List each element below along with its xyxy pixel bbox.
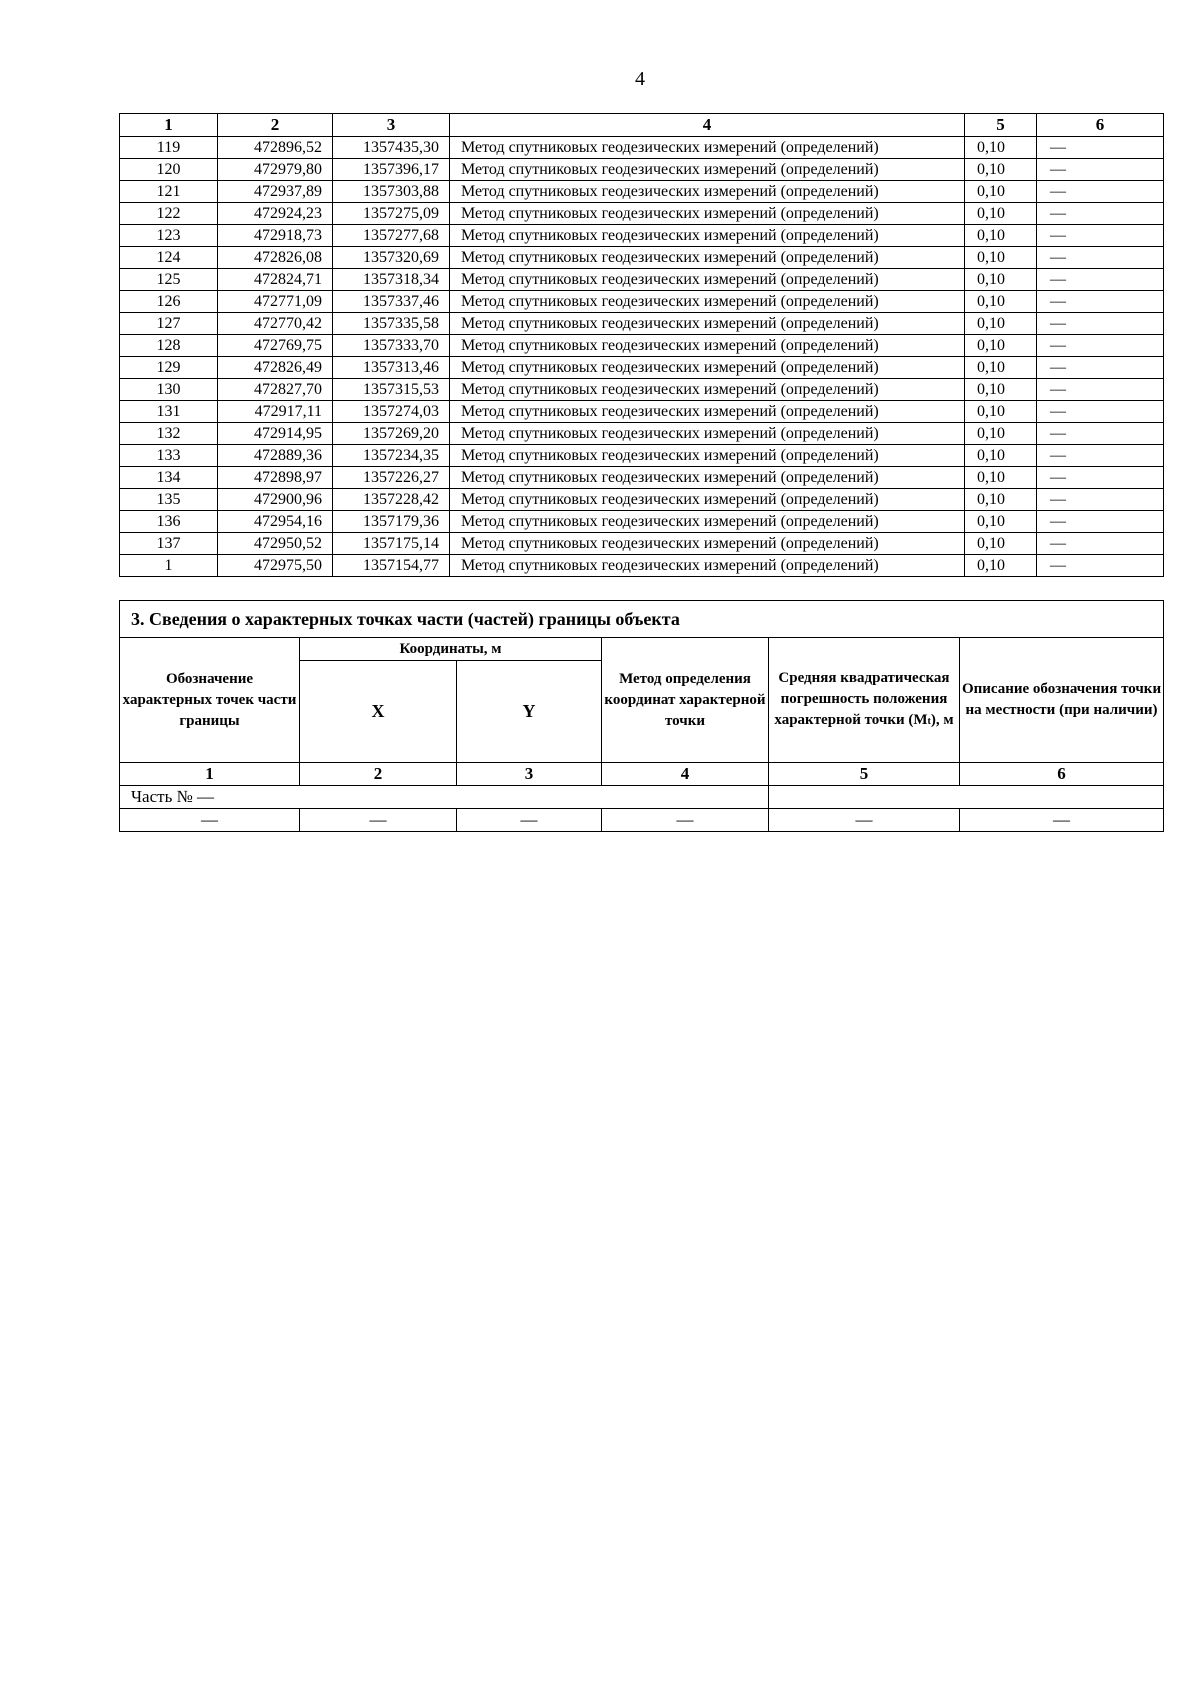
table-row xyxy=(120,291,1164,313)
y-coordinate-cell: 1357337,46 xyxy=(333,291,450,313)
table-row xyxy=(120,533,1164,555)
point-number-cell: 137 xyxy=(120,533,218,555)
dash-cell: — xyxy=(300,809,457,832)
method-cell: Метод спутниковых геодезических измерений (определений) xyxy=(450,401,965,423)
coordinates-table xyxy=(119,113,1164,577)
method-cell: Метод спутниковых геодезических измерений (определений) xyxy=(450,555,965,577)
point-number-cell: 130 xyxy=(120,379,218,401)
y-coordinate-cell: 1357154,77 xyxy=(333,555,450,577)
method-cell: Метод спутниковых геодезических измерений (определений) xyxy=(450,379,965,401)
header-description: Описание обозначения точки на местности (при наличии) xyxy=(960,638,1164,763)
y-coordinate-cell: 1357313,46 xyxy=(333,357,450,379)
description-cell: — xyxy=(1037,467,1164,489)
description-cell: — xyxy=(1037,313,1164,335)
method-cell: Метод спутниковых геодезических измерений (определений) xyxy=(450,533,965,555)
point-number-cell: 126 xyxy=(120,291,218,313)
method-cell: Метод спутниковых геодезических измерений (определений) xyxy=(450,357,965,379)
x-coordinate-cell: 472979,80 xyxy=(218,159,333,181)
y-coordinate-cell: 1357335,58 xyxy=(333,313,450,335)
column-header: 3 xyxy=(333,114,450,137)
method-cell: Метод спутниковых геодезических измерений (определений) xyxy=(450,423,965,445)
dash-cell: — xyxy=(960,809,1164,832)
point-number-cell: 121 xyxy=(120,181,218,203)
y-coordinate-cell: 1357303,88 xyxy=(333,181,450,203)
accuracy-cell: 0,10 xyxy=(965,489,1037,511)
description-cell: — xyxy=(1037,511,1164,533)
page-number: 4 xyxy=(635,68,645,90)
table-row xyxy=(120,423,1164,445)
x-coordinate-cell: 472896,52 xyxy=(218,137,333,159)
x-coordinate-cell: 472954,16 xyxy=(218,511,333,533)
column-header: 6 xyxy=(1037,114,1164,137)
description-cell: — xyxy=(1037,247,1164,269)
method-cell: Метод спутниковых геодезических измерений (определений) xyxy=(450,291,965,313)
accuracy-cell: 0,10 xyxy=(965,533,1037,555)
description-cell: — xyxy=(1037,291,1164,313)
description-cell: — xyxy=(1037,137,1164,159)
point-number-cell: 128 xyxy=(120,335,218,357)
y-coordinate-cell: 1357315,53 xyxy=(333,379,450,401)
method-cell: Метод спутниковых геодезических измерений (определений) xyxy=(450,247,965,269)
description-cell: — xyxy=(1037,181,1164,203)
table-row xyxy=(120,313,1164,335)
table-row xyxy=(120,555,1164,577)
table-row xyxy=(120,467,1164,489)
y-coordinate-cell: 1357275,09 xyxy=(333,203,450,225)
accuracy-cell: 0,10 xyxy=(965,291,1037,313)
description-cell: — xyxy=(1037,533,1164,555)
y-coordinate-cell: 1357274,03 xyxy=(333,401,450,423)
point-number-cell: 136 xyxy=(120,511,218,533)
description-cell: — xyxy=(1037,401,1164,423)
point-number-cell: 132 xyxy=(120,423,218,445)
method-cell: Метод спутниковых геодезических измерений (определений) xyxy=(450,335,965,357)
y-coordinate-cell: 1357333,70 xyxy=(333,335,450,357)
method-cell: Метод спутниковых геодезических измерений (определений) xyxy=(450,225,965,247)
point-number-cell: 122 xyxy=(120,203,218,225)
table-row xyxy=(120,137,1164,159)
part-label: Часть № — xyxy=(120,786,769,809)
table-row xyxy=(120,357,1164,379)
point-number-cell: 120 xyxy=(120,159,218,181)
x-coordinate-cell: 472937,89 xyxy=(218,181,333,203)
point-number-cell: 135 xyxy=(120,489,218,511)
point-number-cell: 127 xyxy=(120,313,218,335)
table-row xyxy=(120,489,1164,511)
description-cell: — xyxy=(1037,269,1164,291)
method-cell: Метод спутниковых геодезических измерений (определений) xyxy=(450,159,965,181)
x-coordinate-cell: 472975,50 xyxy=(218,555,333,577)
column-number: 6 xyxy=(960,763,1164,786)
header-error-subscript: t xyxy=(927,716,931,727)
method-cell: Метод спутниковых геодезических измерений (определений) xyxy=(450,203,965,225)
accuracy-cell: 0,10 xyxy=(965,313,1037,335)
y-coordinate-cell: 1357234,35 xyxy=(333,445,450,467)
accuracy-cell: 0,10 xyxy=(965,555,1037,577)
table-row xyxy=(120,401,1164,423)
method-cell: Метод спутниковых геодезических измерений (определений) xyxy=(450,137,965,159)
header-error xyxy=(769,638,960,763)
y-coordinate-cell: 1357435,30 xyxy=(333,137,450,159)
method-cell: Метод спутниковых геодезических измерений (определений) xyxy=(450,313,965,335)
y-coordinate-cell: 1357269,20 xyxy=(333,423,450,445)
table-row xyxy=(120,379,1164,401)
method-cell: Метод спутниковых геодезических измерений (определений) xyxy=(450,269,965,291)
column-header: 5 xyxy=(965,114,1037,137)
accuracy-cell: 0,10 xyxy=(965,181,1037,203)
table-row xyxy=(120,247,1164,269)
y-coordinate-cell: 1357226,27 xyxy=(333,467,450,489)
coordinates-table-body xyxy=(120,137,1164,577)
method-cell: Метод спутниковых геодезических измерений (определений) xyxy=(450,489,965,511)
x-coordinate-cell: 472917,11 xyxy=(218,401,333,423)
method-cell: Метод спутниковых геодезических измерений (определений) xyxy=(450,181,965,203)
accuracy-cell: 0,10 xyxy=(965,269,1037,291)
dash-cell: — xyxy=(769,809,960,832)
point-number-cell: 131 xyxy=(120,401,218,423)
header-designation: Обозначение характерных точек части границы xyxy=(120,638,300,763)
table-row xyxy=(120,203,1164,225)
description-cell: — xyxy=(1037,159,1164,181)
accuracy-cell: 0,10 xyxy=(965,401,1037,423)
y-coordinate-cell: 1357228,42 xyxy=(333,489,450,511)
table-row xyxy=(120,269,1164,291)
description-cell: — xyxy=(1037,489,1164,511)
x-coordinate-cell: 472900,96 xyxy=(218,489,333,511)
x-coordinate-cell: 472826,08 xyxy=(218,247,333,269)
table-header-row xyxy=(120,114,1164,137)
header-x: X xyxy=(300,661,457,763)
point-number-cell: 129 xyxy=(120,357,218,379)
point-number-cell: 1 xyxy=(120,555,218,577)
column-number: 3 xyxy=(457,763,602,786)
description-cell: — xyxy=(1037,445,1164,467)
accuracy-cell: 0,10 xyxy=(965,335,1037,357)
y-coordinate-cell: 1357179,36 xyxy=(333,511,450,533)
column-number: 5 xyxy=(769,763,960,786)
header-y: Y xyxy=(457,661,602,763)
y-coordinate-cell: 1357320,69 xyxy=(333,247,450,269)
description-cell: — xyxy=(1037,379,1164,401)
table-row xyxy=(120,181,1164,203)
method-cell: Метод спутниковых геодезических измерений (определений) xyxy=(450,445,965,467)
x-coordinate-cell: 472826,49 xyxy=(218,357,333,379)
y-coordinate-cell: 1357175,14 xyxy=(333,533,450,555)
table-row xyxy=(120,445,1164,467)
dash-cell: — xyxy=(602,809,769,832)
header-error-tail: ), м xyxy=(930,712,954,728)
table-row xyxy=(120,225,1164,247)
header-error-text: Средняя квадратическая погрешность положения характерной точки (M xyxy=(774,670,950,728)
accuracy-cell: 0,10 xyxy=(965,467,1037,489)
accuracy-cell: 0,10 xyxy=(965,379,1037,401)
column-header: 1 xyxy=(120,114,218,137)
y-coordinate-cell: 1357396,17 xyxy=(333,159,450,181)
header-coordinates: Координаты, м xyxy=(300,638,602,661)
description-cell: — xyxy=(1037,423,1164,445)
x-coordinate-cell: 472950,52 xyxy=(218,533,333,555)
x-coordinate-cell: 472827,70 xyxy=(218,379,333,401)
table-row xyxy=(120,511,1164,533)
x-coordinate-cell: 472914,95 xyxy=(218,423,333,445)
dash-cell: — xyxy=(120,809,300,832)
accuracy-cell: 0,10 xyxy=(965,203,1037,225)
dash-cell: — xyxy=(457,809,602,832)
table-row xyxy=(120,335,1164,357)
accuracy-cell: 0,10 xyxy=(965,159,1037,181)
accuracy-cell: 0,10 xyxy=(965,225,1037,247)
x-coordinate-cell: 472889,36 xyxy=(218,445,333,467)
column-header: 4 xyxy=(450,114,965,137)
y-coordinate-cell: 1357318,34 xyxy=(333,269,450,291)
column-header: 2 xyxy=(218,114,333,137)
description-cell: — xyxy=(1037,225,1164,247)
column-number: 2 xyxy=(300,763,457,786)
header-method: Метод определения координат характерной точки xyxy=(602,638,769,763)
table-row xyxy=(120,159,1164,181)
column-number: 1 xyxy=(120,763,300,786)
description-cell: — xyxy=(1037,357,1164,379)
point-number-cell: 134 xyxy=(120,467,218,489)
accuracy-cell: 0,10 xyxy=(965,357,1037,379)
x-coordinate-cell: 472771,09 xyxy=(218,291,333,313)
method-cell: Метод спутниковых геодезических измерений (определений) xyxy=(450,467,965,489)
x-coordinate-cell: 472924,23 xyxy=(218,203,333,225)
accuracy-cell: 0,10 xyxy=(965,137,1037,159)
description-cell: — xyxy=(1037,203,1164,225)
method-cell: Метод спутниковых геодезических измерений (определений) xyxy=(450,511,965,533)
part-boundary-points-table xyxy=(119,600,1164,832)
section-title: 3. Сведения о характерных точках части (частей) границы объекта xyxy=(120,601,1164,638)
point-number-cell: 133 xyxy=(120,445,218,467)
point-number-cell: 123 xyxy=(120,225,218,247)
accuracy-cell: 0,10 xyxy=(965,423,1037,445)
accuracy-cell: 0,10 xyxy=(965,445,1037,467)
point-number-cell: 124 xyxy=(120,247,218,269)
part-empty-cell xyxy=(769,786,1164,809)
x-coordinate-cell: 472769,75 xyxy=(218,335,333,357)
x-coordinate-cell: 472918,73 xyxy=(218,225,333,247)
x-coordinate-cell: 472770,42 xyxy=(218,313,333,335)
column-number: 4 xyxy=(602,763,769,786)
accuracy-cell: 0,10 xyxy=(965,511,1037,533)
x-coordinate-cell: 472898,97 xyxy=(218,467,333,489)
accuracy-cell: 0,10 xyxy=(965,247,1037,269)
x-coordinate-cell: 472824,71 xyxy=(218,269,333,291)
description-cell: — xyxy=(1037,335,1164,357)
description-cell: — xyxy=(1037,555,1164,577)
point-number-cell: 125 xyxy=(120,269,218,291)
point-number-cell: 119 xyxy=(120,137,218,159)
y-coordinate-cell: 1357277,68 xyxy=(333,225,450,247)
